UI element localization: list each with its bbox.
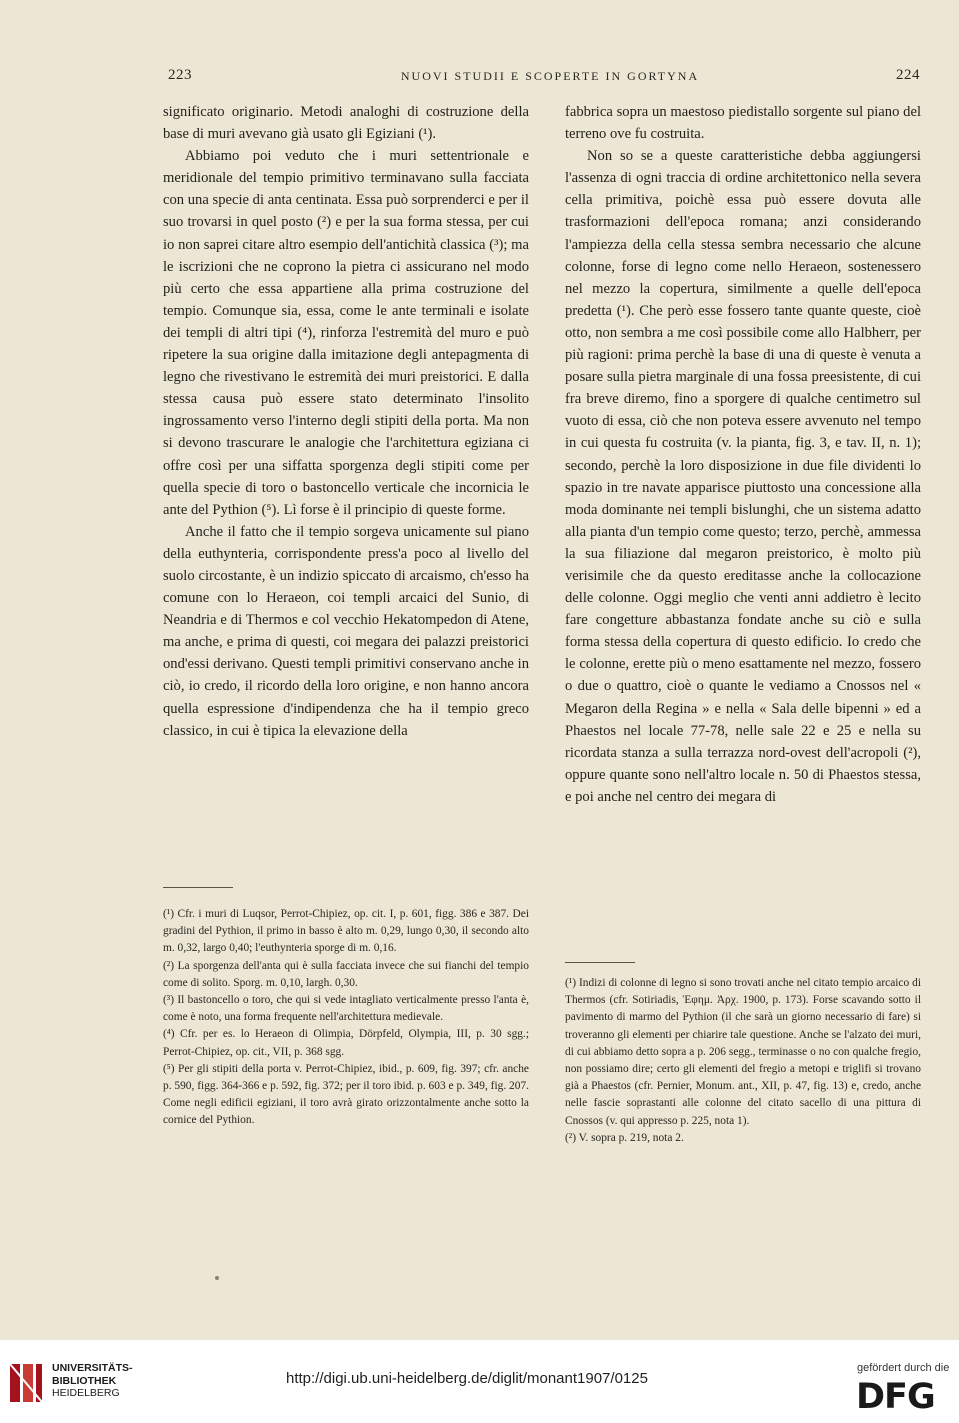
footnote: (²) La sporgenza dell'anta qui è sulla facciata invece che sui fianchi del tempio come di solito. Sporg. m. 0,10, largh. 0,30. (163, 959, 529, 989)
footnote: (¹) Indizi di colonne di legno si sono trovati anche nel citato tempio arcaico di Thermos (cfr. Sotiriadis, Ἐφημ. Ἀρχ. 1900, p. 173). Forse scavando sotto il pavimento di marmo del Pythion (il che sarà un giorno necessario di fare) si troveranno gli elementi per chiarire tale questione. Anche se l'alzato dei muri, di cui abbiamo detto sopra a p. 206 segg., terminasse o no con qualche fregio, non possiamo dire; certo gli elementi del fregio a metopi e triglifi si trovano già a Phaestos (cfr. Pernier, Monum. ant., XII, p. 47, fig. 13) e, credo, anche nelle fascie soprastanti alle colonne del citato sacello di una pittura di Cnossos (v. qui appresso p. 225, nota 1). (565, 977, 921, 1127)
footnote: (⁴) Cfr. per es. lo Heraeon di Olimpia, Dörpfeld, Olympia, III, p. 30 sgg.; Perrot-Chipiez, op. cit., VII, p. 368 sgg. (163, 1028, 529, 1058)
dfg-logo: DFG (856, 1377, 935, 1417)
paragraph: significato originario. Metodi analoghi di costruzione della base di muri avevano già usato gli Egiziani (¹). (163, 104, 529, 143)
left-column-text (163, 101, 529, 742)
heidelberg-library-logo-icon (6, 1360, 46, 1406)
footnote-divider-right (565, 962, 635, 963)
page-number-right: 224 (896, 67, 920, 83)
paragraph: Non so se a queste caratteristiche debba aggiungersi l'assenza di ogni traccia di ordine architettonico nella severa cella primitiva, poichè essa può essere dovuta alle trasformazioni dell'epoca romana; anzi considerando l'ampiezza della cella stessa sembra necessario che alcune colonne, forse di legno come nello Heraeon, sostenessero nel mezzo la copertura, similmente a quelle dell'epoca predetta (¹). Che però esse fossero tante quante queste, cioè otto, non sembra a me così possibile come allo Halbherr, per più ragioni: prima perchè la base di una di queste è venuta a posare sulla pietra marginale di una fossa preesistente, di cui fra breve diremo, fino a sporgere di qualche centimetro sul vuoto di essa, ciò che non poteva essere avvenuto nel tempo in cui questa fu costruita (v. la pianta, fig. 3, e tav. II, n. 1); secondo, perchè la loro disposizione in due file dividenti lo spazio in tre navate apparisce piuttosto una concessione alla moda dominante nei templi bislunghi, che un sistema adatto alla pianta d'un tempio come questo; terzo, perchè, ammessa la sua filiazione dal megaron preistorico, è molto più verisimile che da questo ereditasse anche la collocazione delle colonne. Oggi meglio che venti anni addietro è lecito fare congetture abbastanza fondate anche su ciò e sulla forma stessa della copertura di questo edificio. Io credo che le colonne, erette più o meno esattamente nel mezzo, fossero o due o quattro, cioè o quante le vediamo a Cnossos nel « Megaron della Regina » e nella « Sala delle bipenni » ed a Phaestos nel locale 77-78, nelle sale 22 e 25 e nella su ricordata stanza a sulla terrazza nord-ovest dell'acropoli (²), oppure quante sono nell'altro locale n. 50 di Phaestos stessa, e poi anche nel centro dei megara di (565, 148, 921, 805)
footnote: (²) V. sopra p. 219, nota 2. (565, 1131, 684, 1144)
left-column (163, 101, 529, 742)
right-column (565, 101, 921, 808)
library-name-line: HEIDELBERG (52, 1387, 120, 1399)
permalink-url[interactable]: http://digi.ub.uni-heidelberg.de/diglit/monant1907/0125 (286, 1370, 648, 1387)
funded-by-label: gefördert durch die (857, 1362, 950, 1374)
paragraph: Abbiamo poi veduto che i muri settentrionale e meridionale del tempio primitivo terminavano sulla facciata con una specie di anta centinata. Essa può sorprenderci e per il suo trovarsi in quel posto (²) e per la sua forma stessa, per cui io non saprei citare altro esempio dell'antichità classica (³); ma le iscrizioni che ne coprono la pietra ci assicurano nel modo più certo che essa appartiene alla prima costruzione del tempio. Comunque sia, essa, come le ante terminali e isolate dei templi di altri tipi (⁴), rinforza l'estremità del muro e può ripetere la sua origine dalla imitazione degli antepagmenta di legno che rivestivano le estremità dei muri preistorici. E dalla stessa causa può essere stato determinato l'insolito ingrossamento verso l'interno degli stipiti della porta. Ma non si devono trascurare le analogie che l'architettura egiziana ci offre così per una siffatta sporgenza degli stipiti come per quella specie di toro o bastoncello verticale che incornicia le ante del Pythion (⁵). Lì forse è il principio di queste forme. (163, 148, 529, 518)
footnote: (⁵) Per gli stipiti della porta v. Perrot-Chipiez, ibid., p. 609, fig. 397; cfr. anche p. 590, figg. 364-366 e p. 592, fig. 372; per il toro ibid. p. 603 e p. 349, fig. 207. Come negli edificii egiziani, il toro avrà girato orizzontalmente anche sotto la cornice del Pythion. (163, 1062, 529, 1127)
running-title: NUOVI STUDII E SCOPERTE IN GORTYNA (400, 69, 700, 83)
paragraph: Anche il fatto che il tempio sorgeva unicamente sul piano della euthynteria, corrispondente press'a poco al livello del suolo circostante, è un indizio spiccato di arcaismo, ch'esso ha comune con lo Heraeon, coi templi arcaici del Sunio, di Neandria e di Thermos e col vecchio Hekatompedon di Atene, ma anche, e prima di questi, coi megara dei palazzi preistorici ond'essi derivano. Questi templi primitivi conservano anche in ciò, io credo, il ricordo della loro origine, e non hanno ancora quella espressione d'indipendenza che ha il tempio greco classico, in cui è tipica la elevazione della (163, 523, 529, 739)
library-name-line: UNIVERSITÄTS- (52, 1362, 133, 1374)
footnotes-left (163, 906, 529, 1130)
footnote: (¹) Cfr. i muri di Luqsor, Perrot-Chipiez, op. cit. I, p. 601, figg. 386 e 387. Dei gradini del Pythion, il primo in basso è alto m. 0,29, lungo 0,30, il secondo alto m. 0,32, largo 0,40; l'euthynteria sporge di m. 0,16. (163, 908, 529, 955)
right-column-text (565, 101, 921, 808)
page-number-left: 223 (168, 67, 192, 83)
library-name (52, 1362, 133, 1400)
footnotes-right (565, 975, 921, 1147)
library-name-line: BIBLIOTHEK (52, 1374, 117, 1387)
footnote: (³) Il bastoncello o toro, che qui si vede intagliato verticalmente presso l'anta è, come è noto, una forma frequente nell'architettura medievale. (163, 994, 529, 1024)
paragraph: fabbrica sopra un maestoso piedistallo sorgente sul piano del terreno ove fu costruita. (565, 104, 921, 143)
paper-speck (215, 1276, 219, 1280)
footnote-divider-left (163, 887, 233, 888)
